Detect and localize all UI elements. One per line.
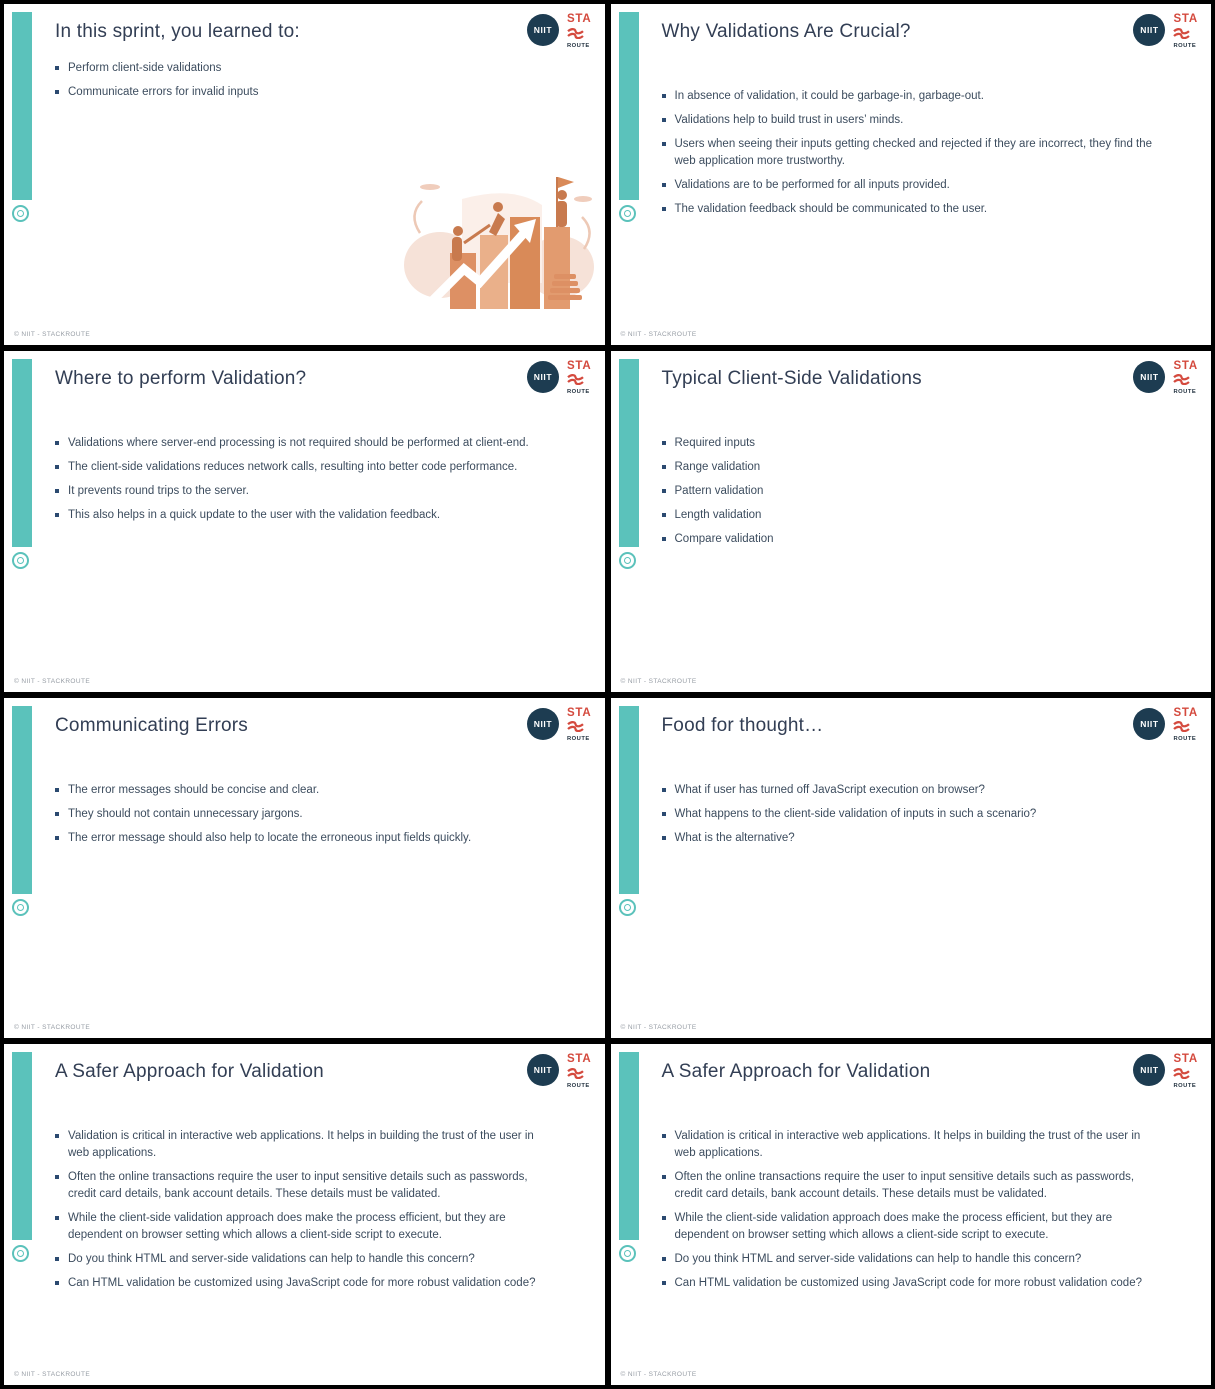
copyright-footer: © NIIT - STACKROUTE <box>620 1371 697 1378</box>
bullet-item: The client-side validations reduces network calls, resulting into better code performance. <box>55 459 547 476</box>
bullet-item: Validations are to be performed for all inputs provided. <box>662 177 1154 194</box>
team-climbing-growth-chart-illustration <box>402 169 597 319</box>
stackroute-logo <box>1173 708 1198 743</box>
bullet-item: Often the online transactions require the user to input sensitive details such as passwords, credit card details, bank account details. These details must be validated. <box>662 1169 1154 1203</box>
teal-accent-bar <box>619 1052 639 1240</box>
bullet-item: Perform client-side validations <box>55 60 547 77</box>
teal-accent-bar <box>12 706 32 894</box>
copyright-footer: © NIIT - STACKROUTE <box>14 1371 91 1378</box>
copyright-footer: © NIIT - STACKROUTE <box>620 330 697 338</box>
slide-typical-client-side-validations <box>611 351 1212 692</box>
stackroute-logo-top: STA <box>1173 1053 1198 1066</box>
slide-title: A Safer Approach for Validation <box>661 1061 931 1083</box>
teal-accent-bar <box>619 359 639 547</box>
bullet-item: Pattern validation <box>662 483 1154 500</box>
stackroute-logo-bottom: ROUTE <box>566 42 590 49</box>
bullet-item: Validation is critical in interactive web applications. It helps in building the trust of the user in web applications. <box>662 1128 1154 1162</box>
bullet-list <box>662 1128 1154 1299</box>
copyright-footer: © NIIT - STACKROUTE <box>620 677 697 685</box>
bullet-list <box>662 435 1154 555</box>
stackroute-logo-top: STA <box>566 13 592 25</box>
logo-group <box>1133 14 1198 49</box>
logo-group <box>527 14 592 49</box>
slide-title: Food for thought… <box>661 714 824 736</box>
stackroute-logo-top: STA <box>1173 359 1198 372</box>
bullet-item: Do you think HTML and server-side validations can help to handle this concern? <box>662 1251 1154 1268</box>
copyright-footer: © NIIT - STACKROUTE <box>14 330 91 338</box>
ring-icon <box>12 899 29 916</box>
niit-logo-icon: NIIT <box>527 1054 559 1086</box>
slide-why-validations-are-crucial <box>611 4 1212 345</box>
stackroute-logo-top: STA <box>1173 13 1198 25</box>
stackroute-logo <box>567 1054 592 1089</box>
ring-icon <box>619 1245 636 1262</box>
bullet-list <box>55 782 547 854</box>
bullet-item: What is the alternative? <box>662 830 1154 847</box>
logo-group <box>527 361 592 396</box>
bullet-item: Users when seeing their inputs getting checked and rejected if they are incorrect, they find the web application more trustworthy. <box>662 136 1154 170</box>
teal-accent-bar <box>619 706 639 894</box>
stackroute-knot-icon <box>567 373 584 389</box>
stackroute-logo-bottom: ROUTE <box>566 1082 590 1089</box>
copyright-footer: © NIIT - STACKROUTE <box>14 1024 91 1032</box>
slide-a-safer-approach-for-validation-right <box>611 1044 1212 1385</box>
bullet-list <box>662 782 1154 854</box>
teal-accent-bar <box>12 12 32 200</box>
stackroute-knot-icon <box>1173 720 1190 736</box>
bullet-item: The error message should also help to locate the erroneous input fields quickly. <box>55 830 547 847</box>
stackroute-logo-top: STA <box>566 706 592 719</box>
bullet-item: This also helps in a quick update to the user with the validation feedback. <box>55 507 547 524</box>
bullet-item: Compare validation <box>662 531 1154 548</box>
logo-group <box>1133 1054 1198 1089</box>
stackroute-logo <box>1173 14 1198 49</box>
niit-logo-icon: NIIT <box>527 361 559 393</box>
bullet-item: Required inputs <box>662 435 1154 452</box>
stackroute-logo-bottom: ROUTE <box>566 389 590 396</box>
stackroute-logo-bottom: ROUTE <box>1173 1082 1197 1089</box>
copyright-footer: © NIIT - STACKROUTE <box>620 1024 697 1032</box>
slide-title: Where to perform Validation? <box>55 367 307 389</box>
stackroute-knot-icon <box>1173 373 1190 389</box>
bullet-item: While the client-side validation approach does make the process efficient, but they are dependent on browser setting which allows a client-side script to execute. <box>55 1210 547 1244</box>
niit-logo-icon: NIIT <box>1133 1054 1165 1086</box>
bullet-item: Communicate errors for invalid inputs <box>55 84 547 101</box>
ring-icon <box>12 205 29 222</box>
copyright-footer: © NIIT - STACKROUTE <box>14 677 91 685</box>
slide-title: Why Validations Are Crucial? <box>661 21 911 42</box>
bullet-item: Validation is critical in interactive web applications. It helps in building the trust of the user in web applications. <box>55 1128 547 1162</box>
stackroute-logo-bottom: ROUTE <box>566 736 590 742</box>
stackroute-logo-top: STA <box>566 359 592 372</box>
bullet-item: In absence of validation, it could be garbage-in, garbage-out. <box>662 88 1154 105</box>
bullet-item: The validation feedback should be communicated to the user. <box>662 201 1154 218</box>
slide-where-to-perform-validation <box>4 351 605 692</box>
slide-title: Communicating Errors <box>55 714 248 736</box>
stackroute-logo-bottom: ROUTE <box>1173 736 1197 742</box>
ring-icon <box>619 899 636 916</box>
bullet-item: Can HTML validation be customized using JavaScript code for more robust validation code? <box>662 1275 1154 1292</box>
logo-group <box>527 708 592 743</box>
niit-logo-icon: NIIT <box>1133 14 1165 46</box>
stackroute-logo-bottom: ROUTE <box>1173 42 1197 49</box>
stackroute-logo <box>1173 361 1198 396</box>
slide-title: Typical Client-Side Validations <box>661 367 922 389</box>
bullet-item: It prevents round trips to the server. <box>55 483 547 500</box>
stackroute-logo <box>1173 1054 1198 1089</box>
slide-title: In this sprint, you learned to: <box>55 21 300 42</box>
niit-logo-icon: NIIT <box>1133 361 1165 393</box>
teal-accent-bar <box>12 359 32 547</box>
bullet-item: Validations help to build trust in users’ minds. <box>662 112 1154 129</box>
niit-logo-icon: NIIT <box>1133 708 1165 740</box>
slide-a-safer-approach-for-validation-left <box>4 1044 605 1385</box>
ring-icon <box>12 552 29 569</box>
slide-food-for-thought <box>611 698 1212 1039</box>
stackroute-knot-icon <box>567 720 584 736</box>
slide-in-this-sprint <box>4 4 605 345</box>
ring-icon <box>12 1245 29 1262</box>
bullet-item: While the client-side validation approach does make the process efficient, but they are dependent on browser setting which allows a client-side script to execute. <box>662 1210 1154 1244</box>
stackroute-knot-icon <box>1173 1067 1190 1083</box>
stackroute-knot-icon <box>567 1067 584 1083</box>
bullet-list <box>55 1128 547 1299</box>
bullet-item: Length validation <box>662 507 1154 524</box>
stackroute-logo-top: STA <box>566 1053 592 1066</box>
slide-communicating-errors <box>4 698 605 1039</box>
stackroute-logo <box>567 708 592 743</box>
stackroute-logo <box>567 14 592 49</box>
teal-accent-bar <box>12 1052 32 1240</box>
niit-logo-icon: NIIT <box>527 708 559 740</box>
stackroute-knot-icon <box>567 27 584 43</box>
ring-icon <box>619 205 636 222</box>
stackroute-logo-top: STA <box>1173 706 1198 719</box>
bullet-item: Often the online transactions require the user to input sensitive details such as passwords, credit card details, bank account details. These details must be validated. <box>55 1169 547 1203</box>
niit-logo-icon: NIIT <box>527 14 559 46</box>
bullet-item: Can HTML validation be customized using JavaScript code for more robust validation code? <box>55 1275 547 1292</box>
logo-group <box>1133 708 1198 743</box>
stackroute-logo-bottom: ROUTE <box>1173 389 1197 396</box>
bullet-list <box>55 435 547 531</box>
logo-group <box>527 1054 592 1089</box>
logo-group <box>1133 361 1198 396</box>
bullet-item: What if user has turned off JavaScript execution on browser? <box>662 782 1154 799</box>
stackroute-logo <box>567 361 592 396</box>
bullet-item: Range validation <box>662 459 1154 476</box>
bullet-list <box>662 88 1154 225</box>
bullet-item: They should not contain unnecessary jargons. <box>55 806 547 823</box>
bullet-item: The error messages should be concise and clear. <box>55 782 547 799</box>
bullet-item: Do you think HTML and server-side validations can help to handle this concern? <box>55 1251 547 1268</box>
slide-title: A Safer Approach for Validation <box>55 1061 324 1083</box>
bullet-item: Validations where server-end processing is not required should be performed at client-end. <box>55 435 547 452</box>
bullet-item: What happens to the client-side validation of inputs in such a scenario? <box>662 806 1154 823</box>
ring-icon <box>619 552 636 569</box>
stackroute-knot-icon <box>1173 27 1190 43</box>
teal-accent-bar <box>619 12 639 200</box>
bullet-list <box>55 60 547 108</box>
